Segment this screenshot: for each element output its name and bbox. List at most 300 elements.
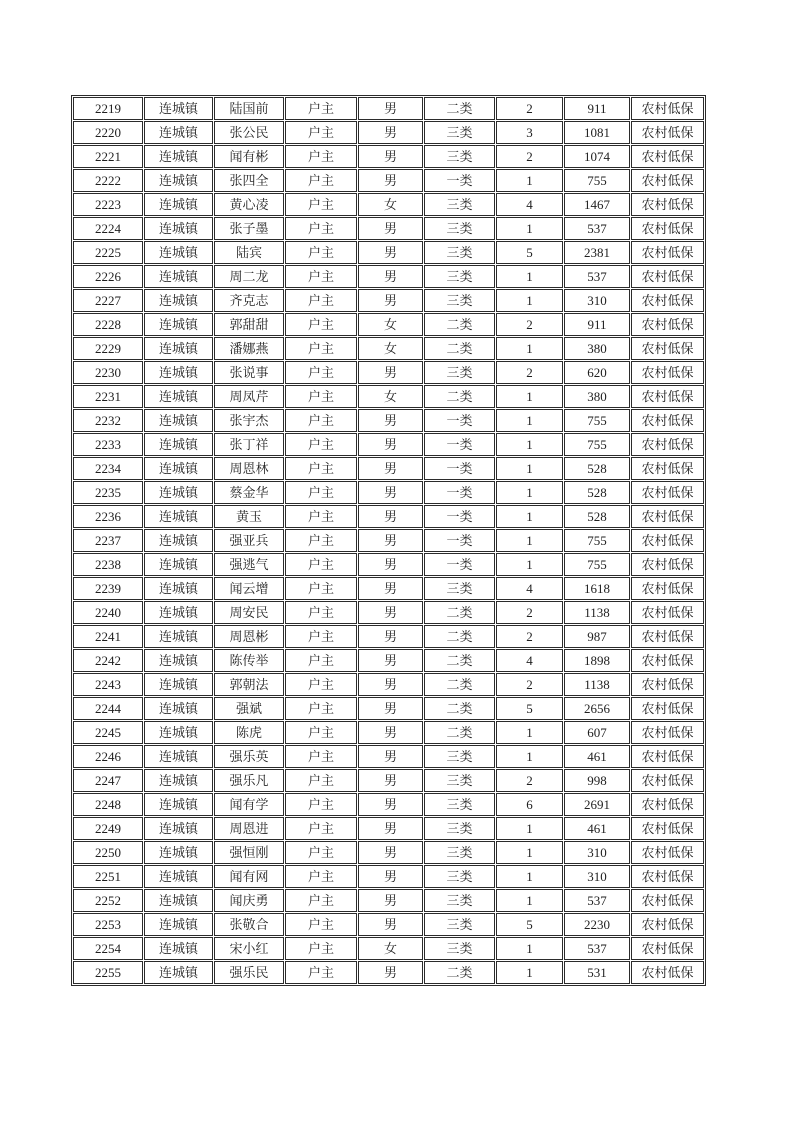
table-cell: 2253 [73, 913, 143, 936]
table-row [73, 433, 704, 456]
table-cell: 1618 [564, 577, 630, 600]
table-cell: 齐克志 [214, 289, 284, 312]
table-cell: 三类 [424, 289, 495, 312]
table-cell: 户主 [285, 673, 357, 696]
table-row [73, 265, 704, 288]
table-cell: 男 [358, 745, 423, 768]
table-cell: 户主 [285, 361, 357, 384]
table-cell: 461 [564, 745, 630, 768]
table-cell: 1467 [564, 193, 630, 216]
table-cell: 连城镇 [144, 601, 213, 624]
table-cell: 户主 [285, 313, 357, 336]
table-cell: 1 [496, 409, 563, 432]
table-cell: 男 [358, 97, 423, 120]
table-cell: 2248 [73, 793, 143, 816]
table-cell: 强斌 [214, 697, 284, 720]
table-cell: 2246 [73, 745, 143, 768]
table-cell: 1074 [564, 145, 630, 168]
table-cell: 2245 [73, 721, 143, 744]
table-cell: 户主 [285, 577, 357, 600]
table-cell: 连城镇 [144, 745, 213, 768]
table-cell: 2252 [73, 889, 143, 912]
table-cell: 户主 [285, 793, 357, 816]
table-cell: 1 [496, 217, 563, 240]
table-cell: 1138 [564, 601, 630, 624]
table-cell: 310 [564, 289, 630, 312]
table-cell: 2 [496, 361, 563, 384]
table-cell: 三类 [424, 577, 495, 600]
table-cell: 男 [358, 217, 423, 240]
table-cell: 310 [564, 841, 630, 864]
table-cell: 男 [358, 433, 423, 456]
table-cell: 2224 [73, 217, 143, 240]
table-cell: 连城镇 [144, 457, 213, 480]
table-cell: 男 [358, 601, 423, 624]
table-cell: 1138 [564, 673, 630, 696]
table-cell: 户主 [285, 769, 357, 792]
table-cell: 一类 [424, 169, 495, 192]
table-cell: 男 [358, 361, 423, 384]
table-cell: 连城镇 [144, 241, 213, 264]
table-cell: 1 [496, 889, 563, 912]
table-cell: 农村低保 [631, 625, 704, 648]
table-cell: 三类 [424, 745, 495, 768]
table-cell: 男 [358, 457, 423, 480]
table-cell: 2 [496, 97, 563, 120]
table-cell: 连城镇 [144, 289, 213, 312]
table-cell: 3 [496, 121, 563, 144]
table-row [73, 505, 704, 528]
table-row [73, 865, 704, 888]
table-cell: 5 [496, 241, 563, 264]
table-cell: 闻有学 [214, 793, 284, 816]
table-cell: 1 [496, 433, 563, 456]
table-cell: 二类 [424, 649, 495, 672]
table-cell: 户主 [285, 337, 357, 360]
table-cell: 农村低保 [631, 961, 704, 984]
table-cell: 闻云增 [214, 577, 284, 600]
table-cell: 1 [496, 937, 563, 960]
table-cell: 男 [358, 409, 423, 432]
table-cell: 2250 [73, 841, 143, 864]
table-cell: 2244 [73, 697, 143, 720]
table-cell: 强逃气 [214, 553, 284, 576]
table-cell: 黄玉 [214, 505, 284, 528]
table-cell: 三类 [424, 217, 495, 240]
table-cell: 2 [496, 601, 563, 624]
table-cell: 2241 [73, 625, 143, 648]
table-cell: 户主 [285, 529, 357, 552]
table-cell: 连城镇 [144, 385, 213, 408]
table-cell: 农村低保 [631, 145, 704, 168]
table-row [73, 409, 704, 432]
table-cell: 2381 [564, 241, 630, 264]
table-cell: 537 [564, 889, 630, 912]
table-cell: 连城镇 [144, 769, 213, 792]
table-cell: 男 [358, 649, 423, 672]
table-row [73, 625, 704, 648]
table-cell: 连城镇 [144, 913, 213, 936]
table-row [73, 241, 704, 264]
table-cell: 张公民 [214, 121, 284, 144]
table-cell: 男 [358, 697, 423, 720]
table-cell: 755 [564, 529, 630, 552]
table-cell: 2249 [73, 817, 143, 840]
table-cell: 户主 [285, 889, 357, 912]
table-cell: 2221 [73, 145, 143, 168]
table-row [73, 217, 704, 240]
table-cell: 陈虎 [214, 721, 284, 744]
table-cell: 连城镇 [144, 577, 213, 600]
table-cell: 周安民 [214, 601, 284, 624]
table-cell: 4 [496, 193, 563, 216]
table-cell: 1 [496, 289, 563, 312]
table-cell: 男 [358, 145, 423, 168]
table-cell: 户主 [285, 865, 357, 888]
table-cell: 连城镇 [144, 673, 213, 696]
table-row [73, 481, 704, 504]
table-cell: 2234 [73, 457, 143, 480]
table-cell: 2235 [73, 481, 143, 504]
table-cell: 连城镇 [144, 169, 213, 192]
table-cell: 2225 [73, 241, 143, 264]
table-cell: 537 [564, 937, 630, 960]
table-cell: 户主 [285, 241, 357, 264]
table-row [73, 193, 704, 216]
table-cell: 连城镇 [144, 553, 213, 576]
table-row [73, 697, 704, 720]
table-cell: 陆宾 [214, 241, 284, 264]
table-cell: 1 [496, 481, 563, 504]
table-cell: 一类 [424, 433, 495, 456]
table-row [73, 649, 704, 672]
table-cell: 农村低保 [631, 817, 704, 840]
table-row [73, 673, 704, 696]
table-cell: 连城镇 [144, 889, 213, 912]
table-cell: 男 [358, 505, 423, 528]
table-cell: 连城镇 [144, 529, 213, 552]
table-cell: 蔡金华 [214, 481, 284, 504]
table-cell: 农村低保 [631, 169, 704, 192]
table-cell: 2239 [73, 577, 143, 600]
table-cell: 户主 [285, 457, 357, 480]
table-cell: 二类 [424, 673, 495, 696]
table-cell: 三类 [424, 793, 495, 816]
table-cell: 连城镇 [144, 793, 213, 816]
table-cell: 男 [358, 841, 423, 864]
table-cell: 男 [358, 961, 423, 984]
table-cell: 连城镇 [144, 697, 213, 720]
table-cell: 农村低保 [631, 889, 704, 912]
table-cell: 农村低保 [631, 697, 704, 720]
table-cell: 二类 [424, 625, 495, 648]
table-cell: 女 [358, 337, 423, 360]
table-cell: 607 [564, 721, 630, 744]
table-cell: 911 [564, 97, 630, 120]
table-cell: 强乐民 [214, 961, 284, 984]
table-cell: 620 [564, 361, 630, 384]
table-cell: 户主 [285, 217, 357, 240]
table-cell: 连城镇 [144, 121, 213, 144]
table-cell: 2247 [73, 769, 143, 792]
table-row [73, 961, 704, 984]
table-cell: 户主 [285, 841, 357, 864]
table-cell: 农村低保 [631, 505, 704, 528]
table-cell: 男 [358, 169, 423, 192]
table-cell: 537 [564, 265, 630, 288]
table-cell: 男 [358, 553, 423, 576]
table-cell: 1 [496, 865, 563, 888]
table-cell: 一类 [424, 529, 495, 552]
table-row [73, 385, 704, 408]
table-row [73, 121, 704, 144]
table-cell: 农村低保 [631, 121, 704, 144]
table-cell: 农村低保 [631, 409, 704, 432]
table-row [73, 337, 704, 360]
table-cell: 三类 [424, 361, 495, 384]
table-cell: 连城镇 [144, 817, 213, 840]
table-cell: 农村低保 [631, 937, 704, 960]
table-cell: 张丁祥 [214, 433, 284, 456]
table-cell: 1 [496, 457, 563, 480]
table-cell: 2 [496, 145, 563, 168]
table-cell: 潘娜燕 [214, 337, 284, 360]
table-cell: 农村低保 [631, 745, 704, 768]
table-cell: 陆国前 [214, 97, 284, 120]
table-cell: 农村低保 [631, 313, 704, 336]
table-cell: 男 [358, 265, 423, 288]
table-cell: 郭朝法 [214, 673, 284, 696]
table-cell: 户主 [285, 697, 357, 720]
table-cell: 农村低保 [631, 361, 704, 384]
table-cell: 528 [564, 481, 630, 504]
table-cell: 农村低保 [631, 577, 704, 600]
table-cell: 连城镇 [144, 961, 213, 984]
table-cell: 1 [496, 721, 563, 744]
table-cell: 户主 [285, 553, 357, 576]
table-cell: 2255 [73, 961, 143, 984]
table-cell: 男 [358, 721, 423, 744]
table-cell: 380 [564, 337, 630, 360]
table-row [73, 889, 704, 912]
table-cell: 户主 [285, 961, 357, 984]
table-cell: 2242 [73, 649, 143, 672]
table-cell: 农村低保 [631, 913, 704, 936]
table-cell: 310 [564, 865, 630, 888]
table-cell: 三类 [424, 865, 495, 888]
table-cell: 528 [564, 457, 630, 480]
table-cell: 5 [496, 913, 563, 936]
welfare-records-table [71, 95, 706, 986]
table-cell: 三类 [424, 913, 495, 936]
table-cell: 户主 [285, 385, 357, 408]
table-cell: 农村低保 [631, 481, 704, 504]
table-cell: 2226 [73, 265, 143, 288]
table-cell: 1081 [564, 121, 630, 144]
table-cell: 1 [496, 385, 563, 408]
table-cell: 农村低保 [631, 649, 704, 672]
table-cell: 农村低保 [631, 385, 704, 408]
table-cell: 农村低保 [631, 721, 704, 744]
table-cell: 2220 [73, 121, 143, 144]
table-cell: 2237 [73, 529, 143, 552]
table-cell: 一类 [424, 457, 495, 480]
table-cell: 户主 [285, 481, 357, 504]
table-cell: 二类 [424, 721, 495, 744]
table-cell: 周凤芹 [214, 385, 284, 408]
table-cell: 连城镇 [144, 97, 213, 120]
table-cell: 农村低保 [631, 841, 704, 864]
table-cell: 农村低保 [631, 97, 704, 120]
table-cell: 2229 [73, 337, 143, 360]
table-cell: 户主 [285, 121, 357, 144]
table-row [73, 721, 704, 744]
table-cell: 二类 [424, 385, 495, 408]
table-cell: 连城镇 [144, 409, 213, 432]
table-cell: 农村低保 [631, 217, 704, 240]
table-cell: 987 [564, 625, 630, 648]
table-cell: 911 [564, 313, 630, 336]
table-cell: 一类 [424, 481, 495, 504]
table-cell: 三类 [424, 241, 495, 264]
table-cell: 2254 [73, 937, 143, 960]
table-cell: 户主 [285, 505, 357, 528]
table-cell: 农村低保 [631, 241, 704, 264]
table-cell: 农村低保 [631, 337, 704, 360]
table-cell: 户主 [285, 913, 357, 936]
table-cell: 男 [358, 577, 423, 600]
table-cell: 755 [564, 169, 630, 192]
table-cell: 男 [358, 625, 423, 648]
table-cell: 户主 [285, 433, 357, 456]
table-cell: 一类 [424, 505, 495, 528]
table-cell: 连城镇 [144, 361, 213, 384]
table-row [73, 361, 704, 384]
table-cell: 连城镇 [144, 337, 213, 360]
table-cell: 连城镇 [144, 649, 213, 672]
table-cell: 755 [564, 433, 630, 456]
table-cell: 男 [358, 289, 423, 312]
table-cell: 二类 [424, 97, 495, 120]
table-cell: 黄心凌 [214, 193, 284, 216]
table-cell: 1 [496, 529, 563, 552]
table-cell: 户主 [285, 265, 357, 288]
table-cell: 闻庆勇 [214, 889, 284, 912]
table-cell: 380 [564, 385, 630, 408]
table-cell: 张子墨 [214, 217, 284, 240]
table-cell: 郭甜甜 [214, 313, 284, 336]
table-cell: 农村低保 [631, 457, 704, 480]
table-cell: 2228 [73, 313, 143, 336]
table-cell: 农村低保 [631, 529, 704, 552]
table-cell: 周恩进 [214, 817, 284, 840]
table-row [73, 913, 704, 936]
table-cell: 农村低保 [631, 793, 704, 816]
table-cell: 农村低保 [631, 553, 704, 576]
table-cell: 二类 [424, 697, 495, 720]
table-cell: 1 [496, 961, 563, 984]
table-cell: 2236 [73, 505, 143, 528]
table-cell: 户主 [285, 145, 357, 168]
table-cell: 三类 [424, 265, 495, 288]
table-cell: 2251 [73, 865, 143, 888]
table-cell: 农村低保 [631, 193, 704, 216]
table-cell: 1 [496, 817, 563, 840]
table-cell: 张敬合 [214, 913, 284, 936]
table-cell: 998 [564, 769, 630, 792]
table-row [73, 841, 704, 864]
table-cell: 男 [358, 817, 423, 840]
table-cell: 755 [564, 409, 630, 432]
table-cell: 三类 [424, 817, 495, 840]
table-cell: 2219 [73, 97, 143, 120]
table-cell: 1 [496, 553, 563, 576]
table-cell: 男 [358, 481, 423, 504]
table-cell: 农村低保 [631, 673, 704, 696]
table-cell: 1 [496, 841, 563, 864]
table-row [73, 97, 704, 120]
table-cell: 男 [358, 913, 423, 936]
table-cell: 2223 [73, 193, 143, 216]
table-cell: 531 [564, 961, 630, 984]
table-cell: 三类 [424, 889, 495, 912]
table-cell: 2231 [73, 385, 143, 408]
table-cell: 二类 [424, 961, 495, 984]
table-cell: 537 [564, 217, 630, 240]
table-cell: 男 [358, 865, 423, 888]
table-cell: 三类 [424, 769, 495, 792]
table-row [73, 817, 704, 840]
table-row [73, 145, 704, 168]
table-cell: 4 [496, 649, 563, 672]
table-cell: 周恩彬 [214, 625, 284, 648]
table-cell: 户主 [285, 169, 357, 192]
table-cell: 连城镇 [144, 313, 213, 336]
table-cell: 周恩林 [214, 457, 284, 480]
table-cell: 连城镇 [144, 193, 213, 216]
table-cell: 1 [496, 745, 563, 768]
table-cell: 三类 [424, 841, 495, 864]
table-cell: 一类 [424, 553, 495, 576]
table-cell: 农村低保 [631, 601, 704, 624]
table-body [73, 97, 704, 984]
table-cell: 男 [358, 769, 423, 792]
table-cell: 528 [564, 505, 630, 528]
table-cell: 1 [496, 169, 563, 192]
table-cell: 2 [496, 769, 563, 792]
table-cell: 2 [496, 313, 563, 336]
table-cell: 女 [358, 313, 423, 336]
table-cell: 陈传举 [214, 649, 284, 672]
table-cell: 5 [496, 697, 563, 720]
table-cell: 三类 [424, 145, 495, 168]
table-row [73, 289, 704, 312]
table-cell: 二类 [424, 313, 495, 336]
table-cell: 1898 [564, 649, 630, 672]
table-cell: 一类 [424, 409, 495, 432]
table-cell: 连城镇 [144, 625, 213, 648]
table-cell: 闻有彬 [214, 145, 284, 168]
table-cell: 2230 [564, 913, 630, 936]
table-row [73, 313, 704, 336]
table-cell: 2656 [564, 697, 630, 720]
table-cell: 强恒刚 [214, 841, 284, 864]
table-cell: 2243 [73, 673, 143, 696]
table-cell: 闻有网 [214, 865, 284, 888]
table-row [73, 769, 704, 792]
table-cell: 女 [358, 193, 423, 216]
table-row [73, 601, 704, 624]
